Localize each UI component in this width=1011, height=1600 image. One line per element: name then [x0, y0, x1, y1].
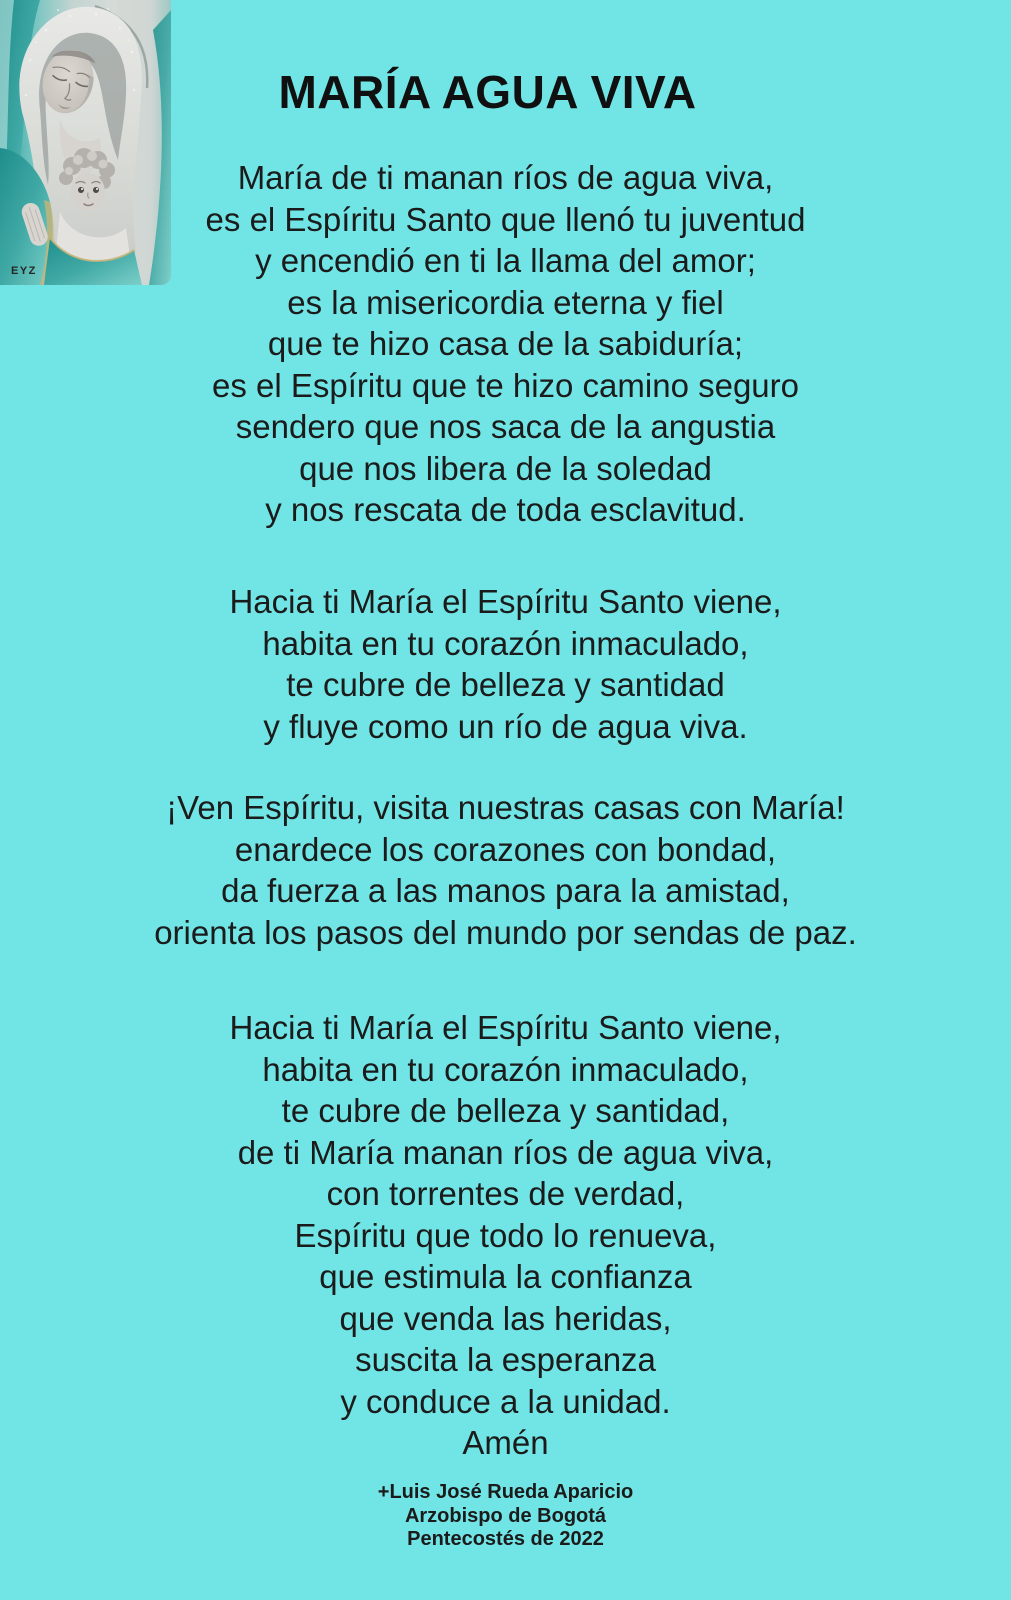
poem-amen-line: Amén [462, 1424, 549, 1461]
poem-line: que nos libera de la soledad [299, 449, 712, 487]
attribution [0, 1481, 1011, 1552]
poem-line: es el Espíritu que te hizo camino seguro [212, 366, 799, 404]
poem-line: y fluye como un río de agua viva. [263, 707, 748, 745]
poem-line: enardece los corazones con bondad, [234, 830, 777, 868]
poem-stanza-3 [0, 787, 1011, 953]
poem-line: de ti María manan ríos de agua viva, [237, 1133, 774, 1171]
poem-line: habita en tu corazón inmaculado, [262, 1050, 749, 1088]
poem-line: es la misericordia eterna y fiel [287, 283, 724, 321]
poem-line: que te hizo casa de la sabiduría; [267, 325, 744, 362]
poem-line: con torrentes de verdad, [326, 1175, 685, 1212]
attribution-role: Arzobispo de Bogotá [404, 1504, 607, 1527]
poem-line: te cubre de belleza y santidad [286, 666, 725, 703]
attribution-author: +Luis José Rueda Aparicio [377, 1481, 634, 1503]
poem-line: y conduce a la unidad. [340, 1382, 671, 1420]
poem-line: te cubre de belleza y santidad, [281, 1092, 730, 1129]
page-title: MARÍA AGUA VIVA [278, 66, 697, 118]
poem-line: orienta los pasos del mundo por sendas de paz. [154, 913, 857, 951]
poem-line: es el Espíritu Santo que llenó tu juventud [205, 200, 806, 238]
poem-line: ¡Ven Espíritu, visita nuestras casas con María! [166, 789, 845, 826]
poem-stanza-4 [0, 1007, 1011, 1464]
poem-line: Hacia ti María el Espíritu Santo viene, [229, 583, 782, 620]
poem-line: da fuerza a las manos para la amistad, [221, 872, 790, 909]
attribution-date: Pentecostés de 2022 [407, 1528, 604, 1550]
poem-line: Espíritu que todo lo renueva, [294, 1216, 717, 1254]
poem-line: que estimula la confianza [319, 1258, 692, 1295]
poem-line: María de ti manan ríos de agua viva, [237, 159, 774, 196]
poem-stanza-1 [0, 157, 1011, 531]
poem-line: y encendió en ti la llama del amor; [255, 242, 756, 279]
poem-line: suscita la esperanza [355, 1341, 656, 1378]
poem-line: y nos rescata de toda esclavitud. [265, 491, 746, 528]
poem-line: habita en tu corazón inmaculado, [262, 624, 749, 662]
poem-line: que venda las heridas, [339, 1299, 672, 1337]
poem-stanza-2 [0, 581, 1011, 747]
poem-line: Hacia ti María el Espíritu Santo viene, [229, 1009, 782, 1046]
artist-signature: EYZ [11, 265, 37, 277]
poem-line: sendero que nos saca de la angustia [235, 408, 776, 445]
